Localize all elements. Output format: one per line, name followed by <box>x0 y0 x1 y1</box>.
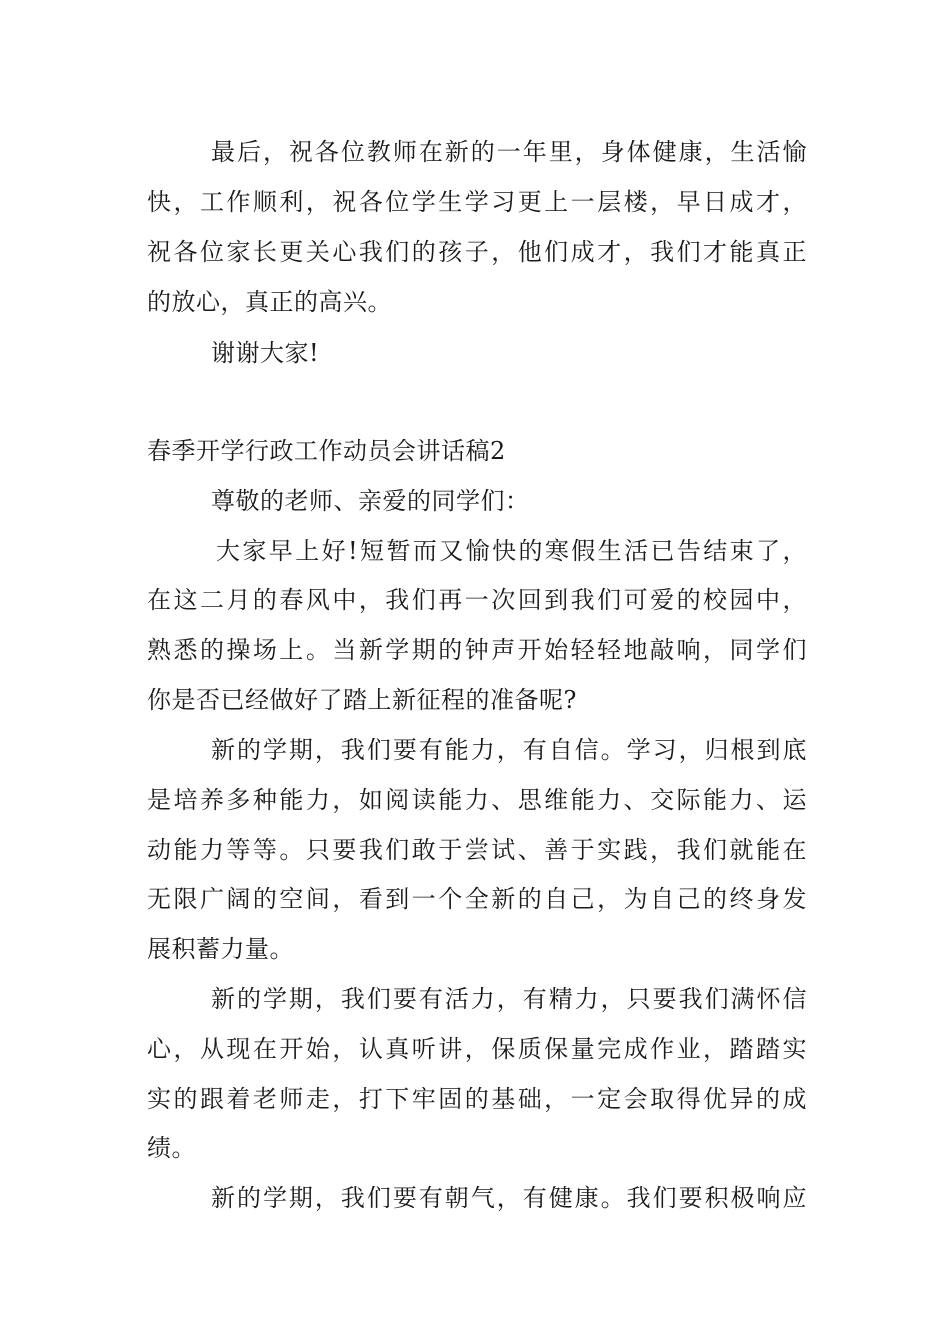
paragraph-line: 展积蓄力量。 <box>147 935 294 963</box>
paragraph-line: 祝各位家长更关心我们的孩子，他们成才，我们才能真正 <box>147 238 807 266</box>
greeting-text: 尊敬的老师、亲爱的同学们： <box>211 487 530 515</box>
paragraph-line: 快，工作顺利，祝各位学生学习更上一层楼，早日成才， <box>147 188 807 216</box>
paragraph-line: 动能力等等。只要我们敢于尝试、善于实践，我们就能在 <box>147 836 807 864</box>
thanks-text: 谢谢大家! <box>211 339 320 367</box>
paragraph-line: 熟悉的操场上。当新学期的钟声开始轻轻地敲响，同学们 <box>147 636 807 664</box>
paragraph-line: 最后，祝各位教师在新的一年里，身体健康，生活愉 <box>211 138 807 166</box>
paragraph-line: 新的学期，我们要有活力，有精力，只要我们满怀信 <box>211 985 807 1013</box>
paragraph-line: 在这二月的春风中，我们再一次回到我们可爱的校园中， <box>147 586 807 614</box>
paragraph-line: 绩。 <box>147 1134 196 1162</box>
paragraph-line: 的放心，真正的高兴。 <box>147 288 392 316</box>
paragraph-line: 新的学期，我们要有朝气，有健康。我们要积极响应 <box>211 1184 807 1212</box>
paragraph-line: 新的学期，我们要有能力，有自信。学习，归根到底 <box>211 736 807 764</box>
paragraph-line: 是培养多种能力，如阅读能力、思维能力、交际能力、运 <box>147 786 807 814</box>
paragraph-line: 实的跟着老师走，打下牢固的基础，一定会取得优异的成 <box>147 1085 807 1113</box>
paragraph-line: 无限广阔的空间，看到一个全新的自己，为自己的终身发 <box>147 885 807 913</box>
paragraph-line: 大家早上好!短暂而又愉快的寒假生活已告结束了， <box>216 537 807 565</box>
section-title: 春季开学行政工作动员会讲话稿2 <box>147 437 506 465</box>
paragraph-line: 心，从现在开始，认真听讲，保质保量完成作业，踏踏实 <box>147 1035 807 1063</box>
paragraph-line: 你是否已经做好了踏上新征程的准备呢? <box>147 686 577 714</box>
